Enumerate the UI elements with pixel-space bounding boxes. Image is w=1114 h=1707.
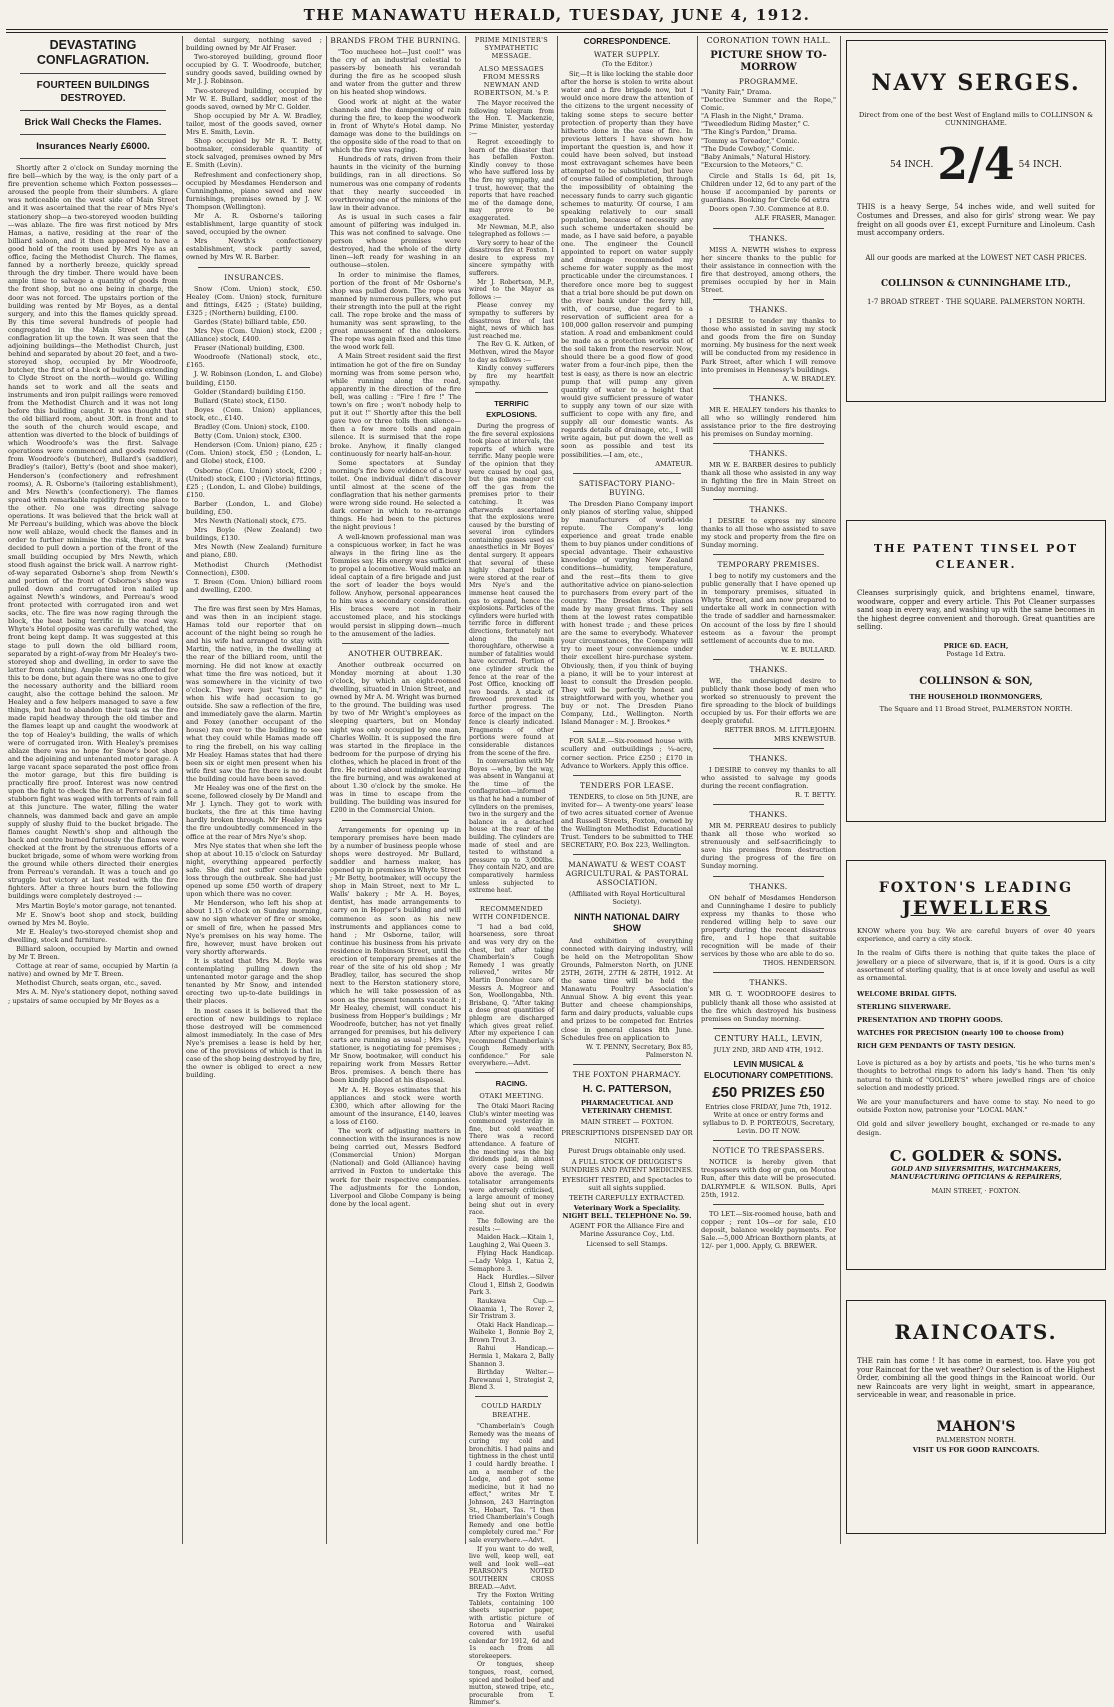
trespass-title: NOTICE TO TRESPASSERS. (712, 1146, 825, 1156)
programme-title: PROGRAMME. (738, 77, 799, 86)
insurance-item: Fraser (National) building, £300. (194, 344, 305, 353)
insurance-item: Barber (London, L. and Globe) building, £50. (186, 499, 322, 516)
programme-item: "Excursion to the Meteors," C. (701, 160, 803, 169)
section-title: INSURANCES. (224, 272, 284, 282)
article-paragraph: Arrangements for opening up in temporary premises have been made by a number of business people whose shops were destroyed. Mr Bullard, saddler and harness maker, has opened up in premises in Whyte Street ; Mr Betty, bootmaker, will occupy the shop in Main Street, next to Mr L. Walls' bakery ; Mr A. H. Boyes, dentist, has made arrangements to carry on in Hopper's building and will commence as soon as his new instruments and appliances come to hand ; Mr Osborne, tailor, will continue his business from his private residence in Robinson Street, until the erection of temporary premises at the rear of the site of his old shop ; Mr Bradley, tailor, has secured the shop next to the Herston stationery store, which he will take possession of as soon as the present tenants vacate it ; Mr Healey, chemist, will conduct his business from Hopper's buildings ; Mr Woodroofe, butcher, has not yet finally arranged for premises, but his delivery carts are running as usual ; Mrs Nye, stationer, is negotiating for premises ; Mr Snow, bootmaker, will conduct his repairing work from Messrs Retter Bros. premises. A bench there has been kindly placed at his disposal. (330, 825, 461, 1085)
ad-item: RICH GEM PENDANTS OF TASTY DESIGN. (857, 1042, 1016, 1051)
article-paragraph: Try the Foxton Writing Tablets, containing 100 sheets superior paper, with artistic picture of Rotorua and Wairakei covered with useful calendar for 1912, 6d and 1s each from all storekeepers. (469, 1592, 554, 1660)
picture-show: PICTURE SHOW TO-MORROW (710, 50, 827, 73)
article-paragraph: Mr J. Robertson, M.P., wired to the Mayor as follows :— (469, 278, 554, 301)
ad-title: THE PATENT TINSEL POT CLEANER. (873, 542, 1079, 571)
thanks-body: ON behalf of Mesdames Henderson and Cunninghame I desire to publicly express my thanks to those who rendered willing help to save our property during the recent disastrous fire, and I hope that suitable recognition will be made of their services by those who are able to do so. (701, 893, 836, 959)
ad-title: NAVY SERGES. (871, 70, 1081, 96)
article-paragraph: If you want to do well, live well, keep well, eat well and look well—eat PEARSON'S NOTED SOUTHERN CROSS BREAD.—Advt. (469, 1545, 554, 1591)
article-paragraph: The following are the results :— (469, 1217, 554, 1233)
article-paragraph: Mr Newman, M.P., also telegraphed as follows :— (469, 223, 554, 239)
pharmacy-name: H. C. PATTERSON, (582, 1083, 672, 1095)
programme-item: "A Flash in the Night," Drama. (701, 112, 804, 121)
masthead-rule (6, 29, 1108, 30)
insurance-item: Mrs Nye (Com. Union) stock, £200 ; (Alliance) stock, £400. (186, 327, 322, 344)
column-6 (701, 36, 836, 1546)
article-paragraph: Shop occupied by Mr R. T. Betty, bootmaker, considerable quantity of stock salvaged, premises owned by Mrs E. Smith (Levin). (186, 137, 322, 170)
show-affiliation: (Affiliated with Royal Horticultural Society). (568, 890, 686, 907)
programme-item: "Tweedledum Riding Master," C. (701, 120, 810, 129)
ad-firm: COLLINSON & CUNNINGHAME LTD., (880, 278, 1072, 289)
ad-title: FOXTON'S LEADING (878, 880, 1074, 896)
thanks-body: I DESIRE to express my sincere thanks to all those who assisted to save my stock and property from the fire on Sunday morning. (701, 516, 836, 549)
section-title: CORRESPONDENCE. (583, 36, 671, 46)
section-subtitle: WATER SUPPLY. (593, 50, 661, 59)
article-paragraph: Refreshment and confectionery shop, occupied by Mesdames Henderson and Cunninghame, piano saved and new furnishings, premises owned by J. W. Thompson (Wellington). (186, 170, 322, 211)
article-paragraph: Billiard saloon, occupied by Martin and owned by Mr T. Breen. (8, 945, 178, 962)
insurance-item: Snow (Com. Union) stock, £50. Healey (Com. Union) stock, furniture and fittings, £425 ; (State) building, £325 ; (Northern) building, £100. (186, 284, 322, 317)
article-paragraph: In most cases it is believed that the erection of new buildings to replace those destroyed will be commenced almost immediately. In the case of Mrs Nye's premises a lease is held by her, one of the provisions of which is that in case of the shop being destroyed by fire, the owner is obliged to erect a new building. (186, 1006, 322, 1080)
thanks-body: MR M. PERREAU desires to publicly thank all those who worked so strenuously and self-sacrificingly to save his premises from destruction during the progress of the fire on Sunday morning. (701, 822, 836, 871)
levin-prizes: £50 PRIZES £50 (712, 1083, 825, 1101)
section-title: PRIME MINISTER'S SYMPATHETIC MESSAGE. (474, 36, 549, 60)
article-paragraph: The Otaki Maori Racing Club's winter meeting was commenced yesterday in fine, but cold weather. There was a record attendance. A feature of the meeting was the big dividends paid, in almost every case being well above the average. The totalisator arrangements were adversely criticised, a large amount of money being shut out in every race. (469, 1103, 554, 1217)
ad-item: WATCHES FOR PRECISION (nearly 100 to choose from) (857, 1029, 1065, 1038)
ad-address: The Square and 11 Broad Street, PALMERSTON NORTH. (879, 704, 1073, 713)
subhead: FOURTEEN BUILDINGS DESTROYED. (36, 80, 150, 104)
ad-item: WELCOME BRIDAL GIFTS. (857, 990, 957, 999)
thanks-title: THANKS. (749, 504, 788, 514)
masthead: THE MANAWATU HERALD, TUESDAY, JUNE 4, 1912. (303, 6, 811, 24)
article-paragraph: Mr E. Healey's two-storeyed chemist shop and dwelling, stock and furniture. (8, 927, 178, 944)
article-paragraph: "Too mucheee hot—Just cool!" was the cry of an industrial celestial to passers-by beneath his verandah during the fire as he scooped slush and water from the gutter and threw on his heated shop windows. (330, 48, 461, 97)
letter-signature: AMATEUR. (655, 459, 693, 468)
article-paragraph: The Dresden Piano Company import only pianos of sterling value, shipped by manufacturers of world-wide repute. The Company's long experience and great trade enable them to buy pianos under conditions of special advantage. Their exhaustive knowledge of varying New Zealand conditions—humidity, temperature, and the rest—fits them to give authoritative advice on piano-selection to purchasers from every part of the country. The Dresden stock pianos made by many great firms. They sell them at the lowest rates compatible with honest trade ; and these prices are the same to everybody. Whatever your circumstances, the Company will try to meet your convenience under their excellent hire-purchase system. Obviously, then, if you think of buying a piano, it will be to your interest at least to consult the Dresden people. They will be perfectly honest and straightforward with you, whether you buy or not. The Dresden Piano Company, Ltd., Wellington. North Island Manager : M. J. Brookes.* (561, 499, 693, 727)
article-paragraph: Mr Healey was one of the first on the scene, followed closely by Dr Mandl and Mr J. Lynch. They got to work with buckets, the fire at this time having hardly broken through. Mr Healey says the fire undoubtedly commenced in the office at the rear of Mrs Nye's shop. (186, 783, 322, 841)
article-paragraph: It is stated that Mrs M. Boyle was contemplating pulling down the untenanted motor garage and the shop tenanted by Mr Snow, and intended erecting two up-to-date buildings in their places. (186, 956, 322, 1006)
thanks-body: I DESIRE to tender my thanks to those who assisted in saving my stock and goods from the fire on Sunday morning. My business for the next week will be conducted from my residence in Park Street, after which I will remove into premises in Hennessy's buildings. (701, 317, 836, 374)
article-paragraph: Another outbreak occurred on Monday morning at about 1.30 o'clock, by which an eight-roomed dwelling, situated in Union Street, and owned by Mr A. M. Wright was burned to the ground. The building was used by two of Mr Wright's employees as sleeping quarters, but on Monday night was only occupied by one man, Charles Wollin. It is supposed the fire was started in the fireplace in the bedroom for the purpose of drying his clothes, which he placed in front of the fire. He retired about midnight leaving the fire burning, and was awakened at about 1.30 o'clock by the smoke. He was in time to escape from the building. The building was insured for £200 in the Commercial Union. (330, 660, 461, 815)
section-title: RECOMMENDED WITH CONFIDENCE. (472, 904, 551, 921)
ad-title: RAINCOATS. (894, 1320, 1058, 1344)
article-paragraph: The work of adjusting matters in connection with the insurances is now being carried out, Messrs Bedford (Commercial Union) Morgan (National) and Gold (Alliance) having arrived in Foxton to undertake this work for their respective companies. The adjustments for the London, Liverpool and Globe Company is being done by the local agent. (330, 1127, 461, 1208)
ad-address: MAIN STREET, · FOXTON. (931, 1187, 1021, 1196)
tinsel-pot-cleaner-ad (846, 520, 1106, 822)
article-paragraph: "I had a bad cold, hoarseness, sore throat and was very dry on the chest, but after taking Chamberlain's Cough Remedy I was greatly relieved," writes Mr Martin Donohue care of Messrs A. Mcgreor and Son, Woollongabba, Nth. Brisbane, Q. "After taking a dose great quantities of phlegm are discharged which gives great relief. After my experience I can recommend Chamberlain's Cough Remedy with confidence." For sale everywhere.—Advt. (469, 923, 554, 1068)
race-result: Birthday Welter.—Parewanui 1, Strategist 2, Blend 3. (469, 1369, 554, 1392)
thanks-body: I DESIRE to convey my thanks to all who assisted to salvage my goods during the recent conflagration. (701, 765, 836, 790)
article-paragraph: As is usual in such cases a fair amount of pilfering was indulged in. This was not confined to salvage. One person whose premises were destroyed, had the whole of the dirty linen—left ready for washing in an outhouse—stolen. (330, 212, 461, 270)
insurance-item: Mrs Newth (New Zealand) furniture and piano, £80. (186, 543, 322, 560)
pharmacy-line: Veterinary Work a Speciality. NIGHT BELL. TELEPHONE No. 59. (562, 1203, 692, 1221)
hall-title: CORONATION TOWN HALL. (706, 36, 831, 45)
notice-body: I beg to notify my customers and the public generally that I have opened up in temporary premises, situated in Whyte Street, and am now prepared to undertake all work in connection with the trade of saddler and harnessmaker. On account of the loss by fire I should esteem as a favour the prompt settlement of accounts due to me. (701, 571, 836, 645)
article-paragraph: The fire was first seen by Mrs Hamas, and was then in an incipient stage. Hamas told our reporter that on account of the night being so rough he and his wife had arranged to stay with Martin, the native, in the dwelling at the rear of the billiard room, until the morning. He did not know at exactly what time the fire was noticed, but it was somewhere in the vicinity of two o'clock. They were just "turning in," when his wife had occasion to go outside. She saw a reflection of the fire, and immediately gave the alarm. Martin and Foxey (another occupant of the house) ran over to the building to see what they could while Hamas made off to ring the firebell, on his way calling Mr Healey. Hamas states that had there been six or eight men present when his wife first saw the fire there is no doubt the building could have been saved. (186, 604, 322, 783)
article-paragraph: Mr Henderson, who left his shop at about 1.15 o'clock on Sunday morning, saw no sign whatever of fire or smoke, or smell of fire, when he passed Mrs Nye's premises on his way home. The fire, however, must have broken out very shortly afterwards. (186, 899, 322, 956)
column-rule (182, 36, 183, 1544)
to-let: TO LET.—Six-roomed house, bath and copper ; rent 10s—or for sale, £10 deposit, balance weekly payments. For Sale.—5,000 African Boxthorn plants, at 12/- per 1,000. Apply, G. BREWER. (701, 1209, 836, 1251)
levin-body: Entries close FRIDAY, June 7th, 1912. Write at once or entry forms and syllabus to D. P. PORTEOUS, Secretary, Levin. DO IT NOW. (702, 1102, 835, 1136)
article-paragraph: Shop occupied by Mr A. W. Bradley, tailor, most of the goods saved, owner Mrs E. Smith, Levin. (186, 111, 322, 137)
thanks-body: WE, the undersigned desire to publicly thank those body of men who worked so strenuously to prevent the fire spreading to the block of buildings occupied by us. For their efforts we are deeply grateful. (701, 676, 836, 726)
insurance-item: J. W. Robinson (London, L. and Globe) building, £150. (186, 370, 322, 387)
ad-firm-sub: GOLD AND SILVERSMITHS, WATCHMAKERS, MANUFACTURING OPTICIANS & REPAIRERS, (890, 1164, 1062, 1182)
ad-intro: Direct from one of the best West of England mills to COLLINSON & CUNNINGHAME. (858, 111, 1094, 128)
article-paragraph: Very sorry to hear of the disastrous fire at Foxton. I desire to express my sincere sympathy with sufferers. (469, 239, 554, 278)
article-paragraph: Two-storeyed building, occupied by Mr W. E. Bullard, saddler, most of the goods saved, owned by Mr C. Golder. (186, 86, 322, 111)
insurance-item: T. Breen (Com. Union) billiard room and dwelling, £200. (186, 577, 322, 594)
ad-note: All our goods are marked at the LOWEST NET CASH PRICES. (865, 253, 1087, 262)
levin-competitions: LEVIN MUSICAL & ELOCUTIONARY COMPETITIONS. (704, 1059, 833, 1080)
thanks-body: MR E. HEALEY tenders his thanks to all who so willingly rendered him assistance prior to the fire destroying his premises on Sunday morning. (701, 405, 836, 439)
thanks-title: THANKS. (749, 978, 788, 988)
pharmacy-line: EYESIGHT TESTED, and Spectacles to suit all sights supplied. (561, 1175, 692, 1192)
programme-item: "The King's Pardon," Drama. (701, 128, 798, 137)
article-paragraph: Good work at night at the water channels and the dampening of rain during the fire, to keep the woodwork in front of Whyte's Hotel damp. No damage was done to the buildings on the opposite side of the road to that on which the fire was raging. (330, 97, 461, 155)
pharmacy-line: TEETH CAREFULLY EXTRACTED. (569, 1193, 685, 1202)
article-paragraph: dental surgery, nothing saved ; building owned by Mr Alf Fraser. (186, 36, 322, 53)
subhead: Insurances Nearly £6000. (36, 141, 150, 152)
programme-item: "Vanity Fair," Drama. (701, 88, 772, 96)
article-paragraph: Mrs A. M. Nye's stationery depot, nothing saved ; upstairs of same occupied by Mr Boyes as a (8, 988, 178, 1005)
article-paragraph: Mr E. Snow's boot shop and stock, building owned by Mrs M. Boyle. (8, 910, 178, 927)
article-paragraph: Mrs Newth's confectionery establishment, stock partly saved, owned by Mrs W. R. Barber. (186, 237, 322, 262)
insurance-item: Osborne (Com. Union) stock, £200 ; (United) stock, £100 ; (Victoria) fittings, £25 ; (London, L. and Globe) buildings, £150. (186, 466, 322, 499)
section-title: TENDERS FOR LEASE. (579, 780, 675, 790)
programme-item: "Baby Animals," Natural History. (701, 152, 811, 161)
ad-body: THE rain has come ! It has come in earnest, too. Have you got your Raincoat for the wet weather? Our selection is of the Highest Order, combining all the good things in the Raincoat world. Our new Raincoats are very light in weight, smart in appearance, serviceable in wear, and reasonable in price. (857, 1357, 1095, 1400)
ad-address: 1-7 BROAD STREET · THE SQUARE. PALMERSTON NORTH. (867, 298, 1085, 307)
article-paragraph: Please convey my sympathy to sufferers by disastrous fire of last night, news of which has just reached me. (469, 302, 554, 340)
ad-firm: C. GOLDER & SONS. (889, 1146, 1063, 1165)
pharmacy-line: A FULL STOCK OF DRUGGIST'S SUNDRIES AND PATENT MEDICINES. (561, 1157, 693, 1174)
headline: DEVASTATING CONFLAGRATION. (36, 38, 150, 67)
ad-old-gold: Old gold and silver jewellery bought, exchanged or re-made to any design. (857, 1120, 1095, 1137)
race-result: Rahui Handicap.—Hermia 1, Makara 2, Bally Shannon 3. (469, 1345, 554, 1368)
ad-item: PRESENTATION AND TROPHY GOODS. (857, 1016, 1003, 1025)
admission: Circle and Stalls 1s 6d, pit 1s, Children under 12, 6d to any part of the house if accompanied by parents or guardians. Booking for Circle 6d extra (701, 171, 836, 205)
article-paragraph: Mr A. H. Boyes estimates that his appliances and stock were worth £300, which after allowing for the amount of the insurance, £140, leaves a loss of £160. (330, 1085, 461, 1126)
ad-firm: COLLINSON & SON, (919, 676, 1033, 688)
thanks-title: THANKS. (749, 449, 788, 459)
thanks-body: MR W. E. BARBER desires to publicly thank all those who assisted in any way in fighting the fire in Main Street on Sunday morning. (701, 461, 836, 494)
section-subtitle: OTAKI MEETING. (479, 1092, 544, 1101)
masthead-rule-2 (6, 32, 1108, 33)
ad-body: THIS is a heavy Serge, 54 inches wide, and well suited for Costumes and Dresses, and also for girls' strong wear. We pay freight on all goods over £1, except Furniture and Linoleum. Cash must accompany orders. (857, 203, 1095, 238)
column-5 (561, 36, 693, 1546)
article-paragraph: Some spectators at Sunday morning's fire bore evidence of a busy toilet. One individual didn't discover until almost at the scene of the conflagration that his nether garments were wrong side round. He selected a dark corner in which to re-arrange things. He had been to the pictures the night previous ! (330, 458, 461, 532)
navy-serges-ad (846, 40, 1106, 402)
race-result: Hack Hurdles.—Silver Cloud 1, Elfish 2, Goodwin Park 3. (469, 1274, 554, 1297)
column-4 (469, 36, 555, 1707)
article-paragraph: Shortly after 2 o'clock on Sunday morning the fire bell—which by the way, is the only part of a fire prevention scheme which Foxton possesses—aroused the people from their slumbers. A glare was noticeable on the west side of Main Street and it was ascertained that the rear of Mrs Nye's stationery shop—a two-storeyed wooden building—was ablaze. The fire was first noticed by Mrs Hamas, a native, residing at the rear of the billiard saloon, and it then appeared to have a good hold of the room used by Mrs Nye as an office, facing the Methodist Church. The flames, fanned by a northerly breeze, quickly spread through the dry timber. There would have been ample time to salvage a quantity of goods from the front shop, but no one being in charge, the door was not forced. The upstairs portion of the building was rented by Mr Boyes, as a dental surgery, and into this the flames quickly spread. By this time several hundreds of people had congregated in the Main Street and the conflagration lit up the town. It was seen that the adjoining buildings—the Methodist Church, just behind and separated by about 20 feet, and a two-storeyed shop, occupied by Mr Woodroofe, butcher, the first of a block of buildings extending to Clyde Street on the north—would go. Willing hands set to work and all the seats and instruments and iron pulpit railings were removed from the Methodist Church and it was not long before this building caught. It was thought that the old billiard room, about 30ft. in front and to the south of the church would escape, and attention was diverted to the block of buildings of which Woodroofe's was the first. Salvage operations were commenced and goods removed from Woodroofe's (butcher), Bullard's (saddler), Bradley's (tailor), Betty's (boot and shoe maker), Henderson's (confectionery and refreshment rooms), A. R. Osborne's (tailoring establishment), and Mrs Newth's (confectionery). The flames spread with remarkable rapidity from one place to the other. No one was directing salvage operations. It was believed that the brick wall at Mr Perreau's building, which was above the block now well ablaze, would check the flames and in order to further minimise the risk, there, it was decided to pull down a portion of the front of the small building occupied by Mrs Newth, which stood flush against the brick wall. A narrow right-of-way separated Osborne's shop from Newth's and portion of the front of Osborne's shop was pulled down and corrugated iron nailed up against Newth's windows, and Perreau's wood front protected with corrugated iron and wet sacks, etc. The fire was now raging through the block, the heat being terrific in the road way. Whyte's Hotel opposite was carefully watched, the front being kept damp. It was suggested at this stage to pull down the old billiard room, separated by a right-of-way from Mr Healey's two-storeyed shop and dwelling, in order to save the latter from catching. Ample time was afforded for this to be done, but again there was no one to give the necessary authority and the billiard room caught, also the cottage behind the saloon. Mr Healey and a few helpers managed to save a few things, but had to abandon their task as the fire made rapid headway through the old timber and the flames leapt up and caught the woodwork at the top of Healey's building, the walls of which were of corrugated iron. With Healey's premises ablaze there was no hope for Snow's boot shop and the adjoining and untenanted motor garage. A large vacant space separated the post office from the motor garage, but this fire building is practically fire proof. Interest was now centred upon the fight to check the fire at Perreau's and a stubborn fight was waged with torrents of rain fell at this juncture. The water, filling the water channels, was dammed back and gave an ample supply of slushy fluid to the bucket brigade. The flames caught Newth's shop and although the back and centre burned furiously the flames were checked at the front by the strenuous efforts of a bucket brigade, some of whom were working from the ground while others directed their energies from Perreau's verandah. It was a touch and go struggle but victory at last rested with the fire fighters. After a three hours burn the following buildings were completely destroyed :— (8, 164, 178, 901)
pharmacy-address: MAIN STREET — FOXTON. (580, 1118, 674, 1127)
race-result: Maiden Hack.—Kitain 1, Laughing 2, Wai Queen 3. (469, 1234, 554, 1249)
thanks-title: THANKS. (749, 810, 788, 819)
article-paragraph: "Chamberlain's Cough Remedy was the means of curing my cold and bronchitis. I had pains and tightness in the chest until I could hardly breathe. I am a member of the Lodge, and got some medicine, but it had no effect," writes Mr T. Johnson, 243 Harrington St., Hobart, Tas. "I then tried Chamberlain's Cough Remedy and one bottle completely cured me." For sale everywhere.—Advt. (469, 1423, 554, 1544)
classified-ad: FOR SALE.—Six-roomed house with scullery and outbuildings ; ¼-acre, corner section. Price £250 ; £170 in Advance to Workers. Apply this office. (561, 737, 693, 770)
insurance-item: Mrs Newth (National) stock, £75. (194, 517, 307, 526)
manager: ALF. FRASER, Manager. (754, 214, 836, 223)
section-title: SATISFACTORY PIANO-BUYING. (578, 478, 676, 497)
article-paragraph: Kindly convey sufferers by fire my heartfelt sympathy. (469, 365, 554, 388)
insurance-item: Bullard (State) stock, £150. (194, 396, 287, 405)
race-result: Flying Hack Handicap.—Lady Volga 1, Katua 2, Semaphore 3. (469, 1250, 554, 1273)
section-title: TERRIFIC EXPLOSIONS. (486, 398, 537, 419)
insurance-item: Betty (Com. Union) stock, £300. (194, 432, 302, 441)
subhead: Brick Wall Checks the Flames. (24, 117, 162, 128)
thanks-title: THANKS. (749, 393, 788, 403)
insurance-item: Bradley (Com. Union) stock, £100. (194, 423, 310, 432)
thanks-signature: THOS. HENDERSON. (763, 959, 836, 968)
ad-title-2: JEWELLERS (901, 897, 1050, 919)
insurance-item: Woodroofe (National) stock, etc., £165. (186, 353, 322, 370)
article-paragraph: A Main Street resident said the first intimation he got of the fire on Sunday morning was from some person who, while running along the road, apparently in the direction of the fire bell, was calling : "Fire ! fire !" The town's on fire ; won't nobody help to put it out !" Shortly after this the bell gave two or three tolls then silence—then a few more tolls and again silence. It is surmised that the rope broke. Anyhow, it finally clanged continuously for nearly half-an-hour. (330, 352, 461, 458)
programme-item: "Detective Summer and the Rope," Comic. (701, 96, 836, 113)
raincoats-ad (846, 1300, 1106, 1534)
article-paragraph: A well-known professional man was a conspicuous worker, in fact he was always in the firing line as the Tommies say. His energy was sufficient to propel a locomotive. Would make an ideal captain of a fire brigade and just the sort of leader the boys would follow. Anyhow, personal appearances to him was a secondary consideration. His braces were not in their accustomed place, and his stockings would persist in slipping down—much to the amusement of the ladies. (330, 532, 461, 638)
article-paragraph: Mr A. R. Osborne's tailoring establishment, large quantity of stock saved, occupied by the owner. (186, 211, 322, 237)
column-1 (8, 36, 178, 1546)
letter-paragraph: Sir,—It is like locking the stable door after the horse is stolen to write about water and a fire brigade now, but I would once more draw the attention of the citizens to the urgent necessity of taking some steps to secure better protection of property than they have hitherto done in the case of fire. In previous letters I have shown how important the question is, and how it could have been solved, but instead most extravagant schemes have been attempted to be substituted, but have of course failed of completion, through the impossibility of obtaining the necessary funds to carry such gigantic schemes to maturity. Of course, I am speaking relatively to our small population, because of necessity any such scheme undertaken should be made, as I have said before, a payable one. The engineer the Council appointed to report on water supply and drainage recommended my scheme for water supply as the most practicable under the circumstances. I therefore once more beg to suggest that a trial bore should be put down on the river bank under the ferry hill, with, of course, due regard to a reservation of sufficient area for a 100,000 gallon reservoir and pumping station. A road and embankment could be made as a protection works out of the soil taken from the reservoir. Now, should there be a good flow of good water from a four-inch pipe, then the test is easy, as there is now an electric pump that will pump any given quantity of water to a height that would give sufficient pressure of water to supply any town of our size with sufficient to cope with any fire, and supply all our domestic wants. As regards details of drainage, etc., I will write again, but put down the well as soon as possible and test its possibilities.—I am, etc., (561, 70, 693, 459)
column-rule (557, 36, 558, 1544)
thanks-title: THANKS. (749, 664, 788, 674)
section-title: RACING. (495, 1079, 528, 1089)
article-paragraph: In order to minimise the flames, portion of the front of Mr Osborne's shop was pulled down. The rope was manned by numerous pullers, who put their strength into the pull at the right call. The rope broke and the mass of humanity was sent sprawling, to the great amusement of the onlookers. The rope was again fixed and this time the wood work fell. (330, 270, 461, 352)
insurance-item: Gardes (State) billiard table, £50. (194, 317, 307, 326)
ad-item: STERLING SILVERWARE. (857, 1003, 951, 1012)
article-paragraph: Mrs Nye states that when she left the shop at about 10.15 o'clock on Saturday night, everything appeared perfectly safe. She did not suffer considerable loss through the outbreak. She had just opened up some £50 worth of drapery upon which there was no cover. (186, 841, 322, 899)
notice-signature: W. E. BULLARD. (781, 645, 836, 654)
levin-title: CENTURY HALL, LEVIN, (714, 1033, 823, 1043)
show-title: MANAWATU & WEST COAST AGRICULTURAL & PASTORAL ASSOCIATION. (565, 860, 689, 888)
ad-body: Cleanses surprisingly quick, and brightens enamel, tinware, woodware, copper and every article. This Pot Cleaner surpasses sand soap in every way, and washing up with the same becomes in the highest degree convenient and thorough. Great quantities are selling. (857, 589, 1095, 632)
editor-line: (To the Editor.) (601, 60, 653, 68)
thanks-body: MR G. T. WOODROOFE desires to publicly thank all those who assisted at the fire which destroyed his business premises on Sunday morning. (701, 990, 836, 1023)
column-2 (186, 36, 322, 1546)
ad-firm-sub: THE HOUSEHOLD IRONMONGERS, (909, 692, 1043, 701)
insurance-item: Boyes (Com. Union) appliances, stock, etc., £140. (186, 405, 322, 422)
levin-dates: JULY 2ND, 3RD AND 4TH, 1912. (713, 1045, 824, 1054)
section-title: COULD HARDLY BREATHE. (481, 1402, 542, 1420)
programme-item: "The Dude Cowboy," Comic. (701, 144, 795, 153)
section-title: ANOTHER OUTBREAK. (348, 648, 443, 658)
thanks-signature: RETTER BROS. M. LITTLEJOHN. MRS KNEWSTUB. (724, 726, 836, 743)
insurance-item: Methodist Church (Methodist Connection), £300. (186, 560, 322, 577)
ad-body: In the realm of Gifts there is nothing that quite takes the place of jewellery or a piece of silverware, that is, if it is good. Ours is a city assortment of sterling quality, that is at once lovely and useful as well as ornamental. (857, 949, 1095, 983)
ad-love: Love is pictured as a boy by artists and poets, 'tis he who turns men's thoughts to betrothal rings to adorn his lady's hand. Then 'tis only natural to think of "GOLDER'S" where jewelled rings are of choice selection and modestly priced. (857, 1059, 1095, 1092)
ad-firm: MAHON'S (936, 1418, 1016, 1435)
notice-title: TEMPORARY PREMISES. (717, 559, 820, 569)
race-result: Otaki Hack Handicap.—Waiheke 1, Bonnie Boy 2, Brown Trout 3. (469, 1321, 554, 1344)
column-3 (330, 36, 461, 1546)
thanks-signature: A. W. BRADLEY. (782, 374, 836, 383)
article-paragraph: Two-storeyed building, ground floor occupied by G. T. Woodroofe, butcher, sundry goods saved, building owned by Mr J. J. Robinson. (186, 53, 322, 86)
ad-visit: VISIT US FOR GOOD RAINCOATS. (912, 1446, 1040, 1455)
thanks-title: THANKS. (749, 881, 788, 891)
ad-intro: KNOW where you buy. We are careful buyers of over 40 years experience, and carry a city stock. (857, 927, 1095, 944)
insurance-item: Mrs Boyle (New Zealand) two buildings, £130. (186, 526, 322, 543)
classified-ad: TENDERS, to close on 5th JUNE, are invited for— A twenty-one years' lease of two acres situated corner of Avenue and Russell Streets, Foxton, owned by the Wellington Methodist Educational Trust. Tenders to be submitted to THE SECRETARY, P.O. Box 223, Wellington. (561, 792, 693, 850)
article-paragraph: Mrs Martin Boyle's motor garage, not tenanted. (16, 901, 177, 910)
programme-item: "Tommy as Toreador," Comic. (701, 136, 800, 145)
article-paragraph: Cottage at rear of same, occupied by Martin (a native) and owned by Mr T. Breen. (8, 962, 178, 979)
article-paragraph: The Rev G. K. Aitken, of Methven, wired the Mayor to day as follows :— (469, 341, 554, 364)
show-signature: W. T. PENNY, Secretary, Box 85, Palmerston N. (586, 1042, 693, 1059)
ad-price: 2/4 (937, 139, 1015, 191)
insurance-item: Henderson (Com. Union) piano, £25 ; (Com. Union) stock, £50 ; (London, L. and Globe) stock, £100. (186, 441, 322, 466)
pharmacy-line: Licensed to sell Stamps. (586, 1240, 668, 1249)
ad-address: PALMERSTON NORTH. (936, 1435, 1016, 1444)
thanks-title: THANKS. (749, 305, 788, 315)
ad-postage: Postage 1d Extra. (946, 650, 1006, 659)
pharmacy-line: PRESCRIPTIONS DISPENSED DAY OR NIGHT. (561, 1129, 693, 1146)
show-heading: NINTH NATIONAL DAIRY SHOW (574, 911, 680, 933)
trespass-body: NOTICE is hereby given that trespassers with dog or gun, on Moutoa Run, after this date will be prosecuted. DALRYMPLE & WILSON. Bulls, Apri 25th, 1912. (701, 1158, 836, 1199)
thanks-title: THANKS. (749, 753, 788, 763)
thanks-body: MISS A. NEWTH wishes to express her sincere thanks to the public for their assistance in connection with the fire that destroyed, among others, the premises occupied by her in Main Street. (701, 245, 836, 294)
column-rule (465, 36, 466, 1544)
article-paragraph: During the progress of the fire several explosions took place at intervals, the reports of which were terrific. Many people were of the opinion that they were caused by coal gas, but the gas manager cut off the gas from the premises prior to their catching. It was afterwards ascertained that the explosions were caused by the bursting of several iron cylinders containing gasses used as anaesthetics in Mr Boyes' dental surgery. It appears that several of these highly charged bullets were stored at the rear of Mrs Nye's and the immense heat caused the gas to expand, hence the explosions. Particles of the cylinders were hurled with terrific force in different directions, fortunately not along the main thoroughfare, otherwise a number of fatalities would have occurred. Portion of one cylinder struck the fence at the rear of the Post Office, knocking off two boards. A stack of firewood prevented its further progress. The force of the impact on the fence is clearly indicated. Fragments of other portions were found at considerable distances from the scene of the fire. (469, 422, 554, 757)
insurance-item: Golder (Standard) building £150. (194, 387, 306, 396)
pharmacy-line: AGENT FOR the Alliance Fire and Marine Assurance Coy., Ltd. (569, 1222, 685, 1239)
article-paragraph: In conversation with Mr Boyes —who, by the way, was absent in Wanganui at the time of the conflagration—informed us that he had a number of cylinders on the premises, two in the surgery and the balance in a detached house at the rear of the building. The cylinders are made of steel and are tested to withstand a pressure up to 3,000lbs. They contain N2O, and are comparatively harmless unless subjected to extreme heat. (469, 758, 555, 895)
section-title: BRANDS FROM THE BURNING. (330, 36, 461, 45)
column-rule (697, 36, 698, 1544)
section-subtitle: ALSO MESSAGES FROM MESSRS NEWMAN AND ROBERTSON, M.'s P. (473, 65, 550, 97)
ad-price: PRICE 6D. EACH, (943, 641, 1009, 650)
show-body: And exhibition of everything connected with dairying industry, will be held on the Metropolitan Show Grounds, Palmerston North, on JUNE 25TH, 26TH, 27TH & 28TH, 1912. At the same time will be held the Manawatu Poultry Association's Annual Show. A big event this year. Butter and cheese championships, farm and dairy products, valuable cups and prizes to be competed for. Entries close in general classes 8th June. Schedules free on application to (561, 936, 693, 1042)
article-paragraph: Hundreds of rats, driven from their haunts in the vicinity of the burning buildings, ran in all directions. So numerous was one company of rodents that they nearly succeeded in overthrowing one of the minions of the law in their advance. (330, 155, 461, 212)
ad-inch: 54 INCH. (1018, 160, 1062, 171)
race-result: Raukawa Cup.—Okaamia 1, The Rover 2, Sir Tristram 3. (469, 1297, 554, 1321)
pharmacy-title: THE FOXTON PHARMACY. (572, 1069, 682, 1079)
thanks-title: THANKS. (749, 233, 788, 243)
pharmacy-sub: PHARMACEUTICAL AND VETERINARY CHEMIST. (580, 1098, 674, 1116)
thanks-signature: R. T. BETTY. (795, 790, 836, 799)
golder-jewellers-ad (846, 860, 1106, 1270)
column-rule (840, 36, 841, 1544)
column-rule (326, 36, 327, 1544)
article-paragraph: Or tongues, sheep tongues, roast, corned, spiced and boiled beef and mutton, stewed tripe, etc., procurable from T. Rimmer's. (469, 1661, 554, 1707)
pharmacy-line: Purest Drugs obtainable only used. (568, 1147, 686, 1156)
article-paragraph: The Mayor received the following telegram from the Hon. T. Mackenzie, Prime Minister, yesterday :— (469, 100, 554, 138)
article-paragraph: Regret exceedingly to learn of the disaster that has befallen Foxton. Kindly convey to those who have suffered loss by the fire my sympathy, and I trust, however, that the reports that have reached me of the damage done, may prove to be exaggerated. (469, 138, 554, 222)
ad-makers: We are your manufacturers and have come to stay. No need to go outside Foxton now, patronise your "LOCAL MAN." (857, 1098, 1095, 1115)
ad-inch: 54 INCH. (890, 160, 934, 171)
doors: Doors open 7.30. Commence at 8.0. (709, 205, 829, 214)
article-paragraph: Methodist Church, seats organ, etc., saved. (16, 979, 162, 988)
